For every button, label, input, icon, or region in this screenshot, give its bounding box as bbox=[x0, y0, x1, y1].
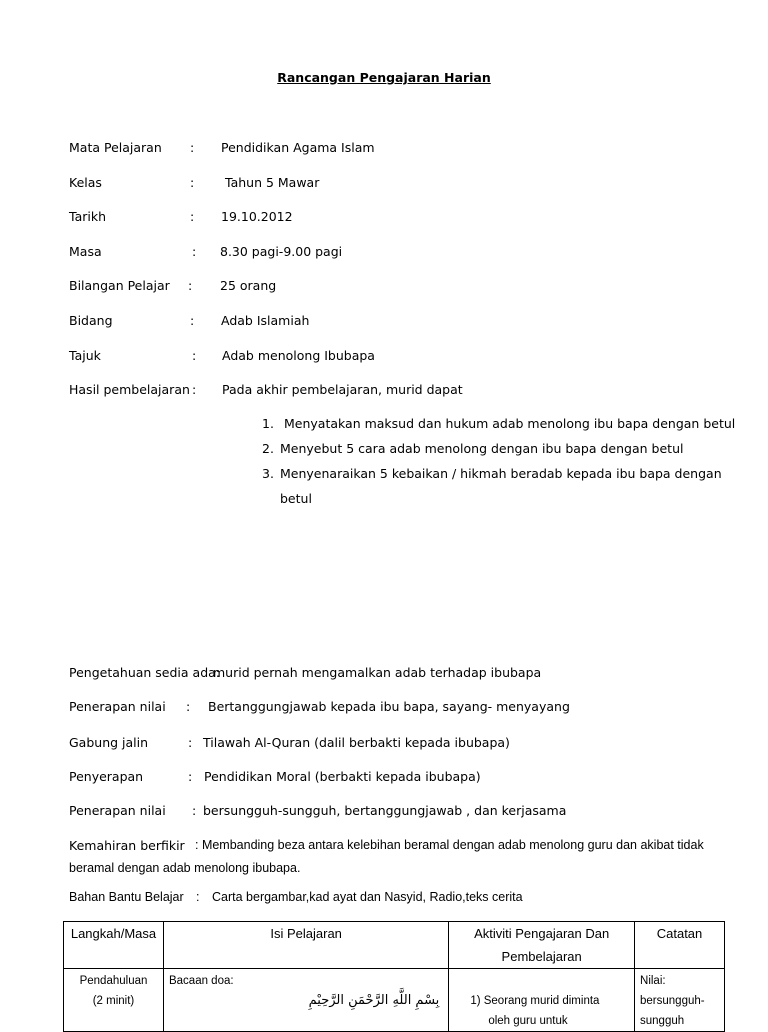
detail-value: Pendidikan Moral (berbakti kepada ibubapa) bbox=[204, 769, 481, 784]
detail-value-continuation: beramal dengan adab menolong ibubapa. bbox=[69, 861, 301, 875]
isi-label: Bacaan doa: bbox=[168, 975, 234, 987]
catatan-text: bersungguh- bbox=[640, 995, 705, 1007]
table-cell-aktiviti bbox=[449, 969, 635, 1032]
info-colon: : bbox=[190, 140, 195, 155]
detail-label: Pengetahuan sedia ada: bbox=[69, 665, 221, 680]
table-header-cell: Langkah/Masa bbox=[64, 922, 164, 969]
detail-label: Penerapan nilai bbox=[69, 803, 166, 818]
list-number: 1. bbox=[262, 416, 274, 431]
detail-colon: : bbox=[192, 803, 197, 818]
detail-label: Penyerapan bbox=[69, 769, 144, 784]
table-header-cell: Catatan bbox=[635, 922, 725, 969]
list-item-continuation: betul bbox=[280, 491, 312, 506]
table-header-cell: Aktiviti Pengajaran Dan Pembelajaran bbox=[449, 922, 635, 969]
info-value: Pendidikan Agama Islam bbox=[221, 140, 375, 155]
step-time: (2 minit) bbox=[92, 995, 135, 1007]
detail-value: bersungguh-sungguh, bertanggungjawab , dan kerjasama bbox=[203, 803, 567, 818]
detail-colon: : bbox=[196, 890, 200, 904]
detail-label: Penerapan nilai bbox=[69, 699, 166, 714]
table-header-row bbox=[64, 922, 725, 969]
table-cell-step bbox=[64, 969, 164, 1032]
info-label: Bidang bbox=[69, 313, 113, 328]
info-label: Hasil pembelajaran bbox=[69, 382, 190, 397]
catatan-text: sungguh bbox=[640, 1015, 685, 1027]
detail-colon: : bbox=[188, 769, 193, 784]
table-cell-catatan bbox=[635, 969, 725, 1032]
detail-label: Bahan Bantu Belajar bbox=[69, 890, 184, 904]
list-number: 2. bbox=[262, 441, 274, 456]
info-label: Bilangan Pelajar bbox=[69, 278, 170, 293]
aktiviti-text: oleh guru untuk bbox=[488, 1015, 568, 1027]
detail-label: Kemahiran berfikir bbox=[69, 838, 185, 853]
info-colon: : bbox=[192, 348, 197, 363]
detail-colon: : bbox=[188, 735, 193, 750]
detail-value: Bertanggungjawab kepada ibu bapa, sayang- menyayang bbox=[208, 699, 570, 714]
lesson-plan-table bbox=[63, 921, 725, 1032]
list-item: Menyebut 5 cara adab menolong dengan ibu bapa dengan betul bbox=[280, 441, 684, 456]
info-value: Pada akhir pembelajaran, murid dapat bbox=[222, 382, 463, 397]
info-value: Adab Islamiah bbox=[221, 313, 310, 328]
list-item: Menyenaraikan 5 kebaikan / hikmah beradab kepada ibu bapa dengan bbox=[280, 466, 722, 481]
detail-value: : Membanding beza antara kelebihan beramal dengan adab menolong guru dan akibat tidak bbox=[195, 838, 704, 852]
info-colon: : bbox=[190, 175, 195, 190]
info-colon: : bbox=[192, 244, 197, 259]
info-value: Tahun 5 Mawar bbox=[225, 175, 320, 190]
info-colon: : bbox=[188, 278, 193, 293]
catatan-text: Nilai: bbox=[640, 975, 666, 987]
table-row bbox=[64, 969, 725, 1032]
table-cell-isi bbox=[163, 969, 448, 1032]
info-value: 25 orang bbox=[220, 278, 277, 293]
info-label: Tajuk bbox=[69, 348, 101, 363]
info-label: Tarikh bbox=[69, 209, 106, 224]
detail-value: Tilawah Al-Quran (dalil berbakti kepada ibubapa) bbox=[203, 735, 510, 750]
detail-value: Carta bergambar,kad ayat dan Nasyid, Radio,teks cerita bbox=[212, 890, 523, 904]
aktiviti-text: 1) Seorang murid diminta bbox=[470, 995, 600, 1007]
page-title: Rancangan Pengajaran Harian bbox=[277, 70, 491, 85]
info-value: 19.10.2012 bbox=[221, 209, 293, 224]
info-label: Masa bbox=[69, 244, 102, 259]
info-label: Kelas bbox=[69, 175, 102, 190]
detail-value: murid pernah mengamalkan adab terhadap ibubapa bbox=[213, 665, 542, 680]
info-label: Mata Pelajaran bbox=[69, 140, 162, 155]
info-value: 8.30 pagi-9.00 pagi bbox=[220, 244, 343, 259]
info-colon: : bbox=[190, 313, 195, 328]
detail-label: Gabung jalin bbox=[69, 735, 149, 750]
table-header-cell: Isi Pelajaran bbox=[163, 922, 448, 969]
list-number: 3. bbox=[262, 466, 274, 481]
info-colon: : bbox=[190, 209, 195, 224]
arabic-text: بِسْمِ اللَّهِ الرَّحْمَنِ الرَّحِيْمِ bbox=[308, 993, 440, 1008]
info-value: Adab menolong Ibubapa bbox=[222, 348, 375, 363]
info-colon: : bbox=[192, 382, 197, 397]
step-label: Pendahuluan bbox=[79, 975, 148, 987]
detail-colon: : bbox=[186, 699, 191, 714]
list-item: Menyatakan maksud dan hukum adab menolong ibu bapa dengan betul bbox=[284, 416, 736, 431]
